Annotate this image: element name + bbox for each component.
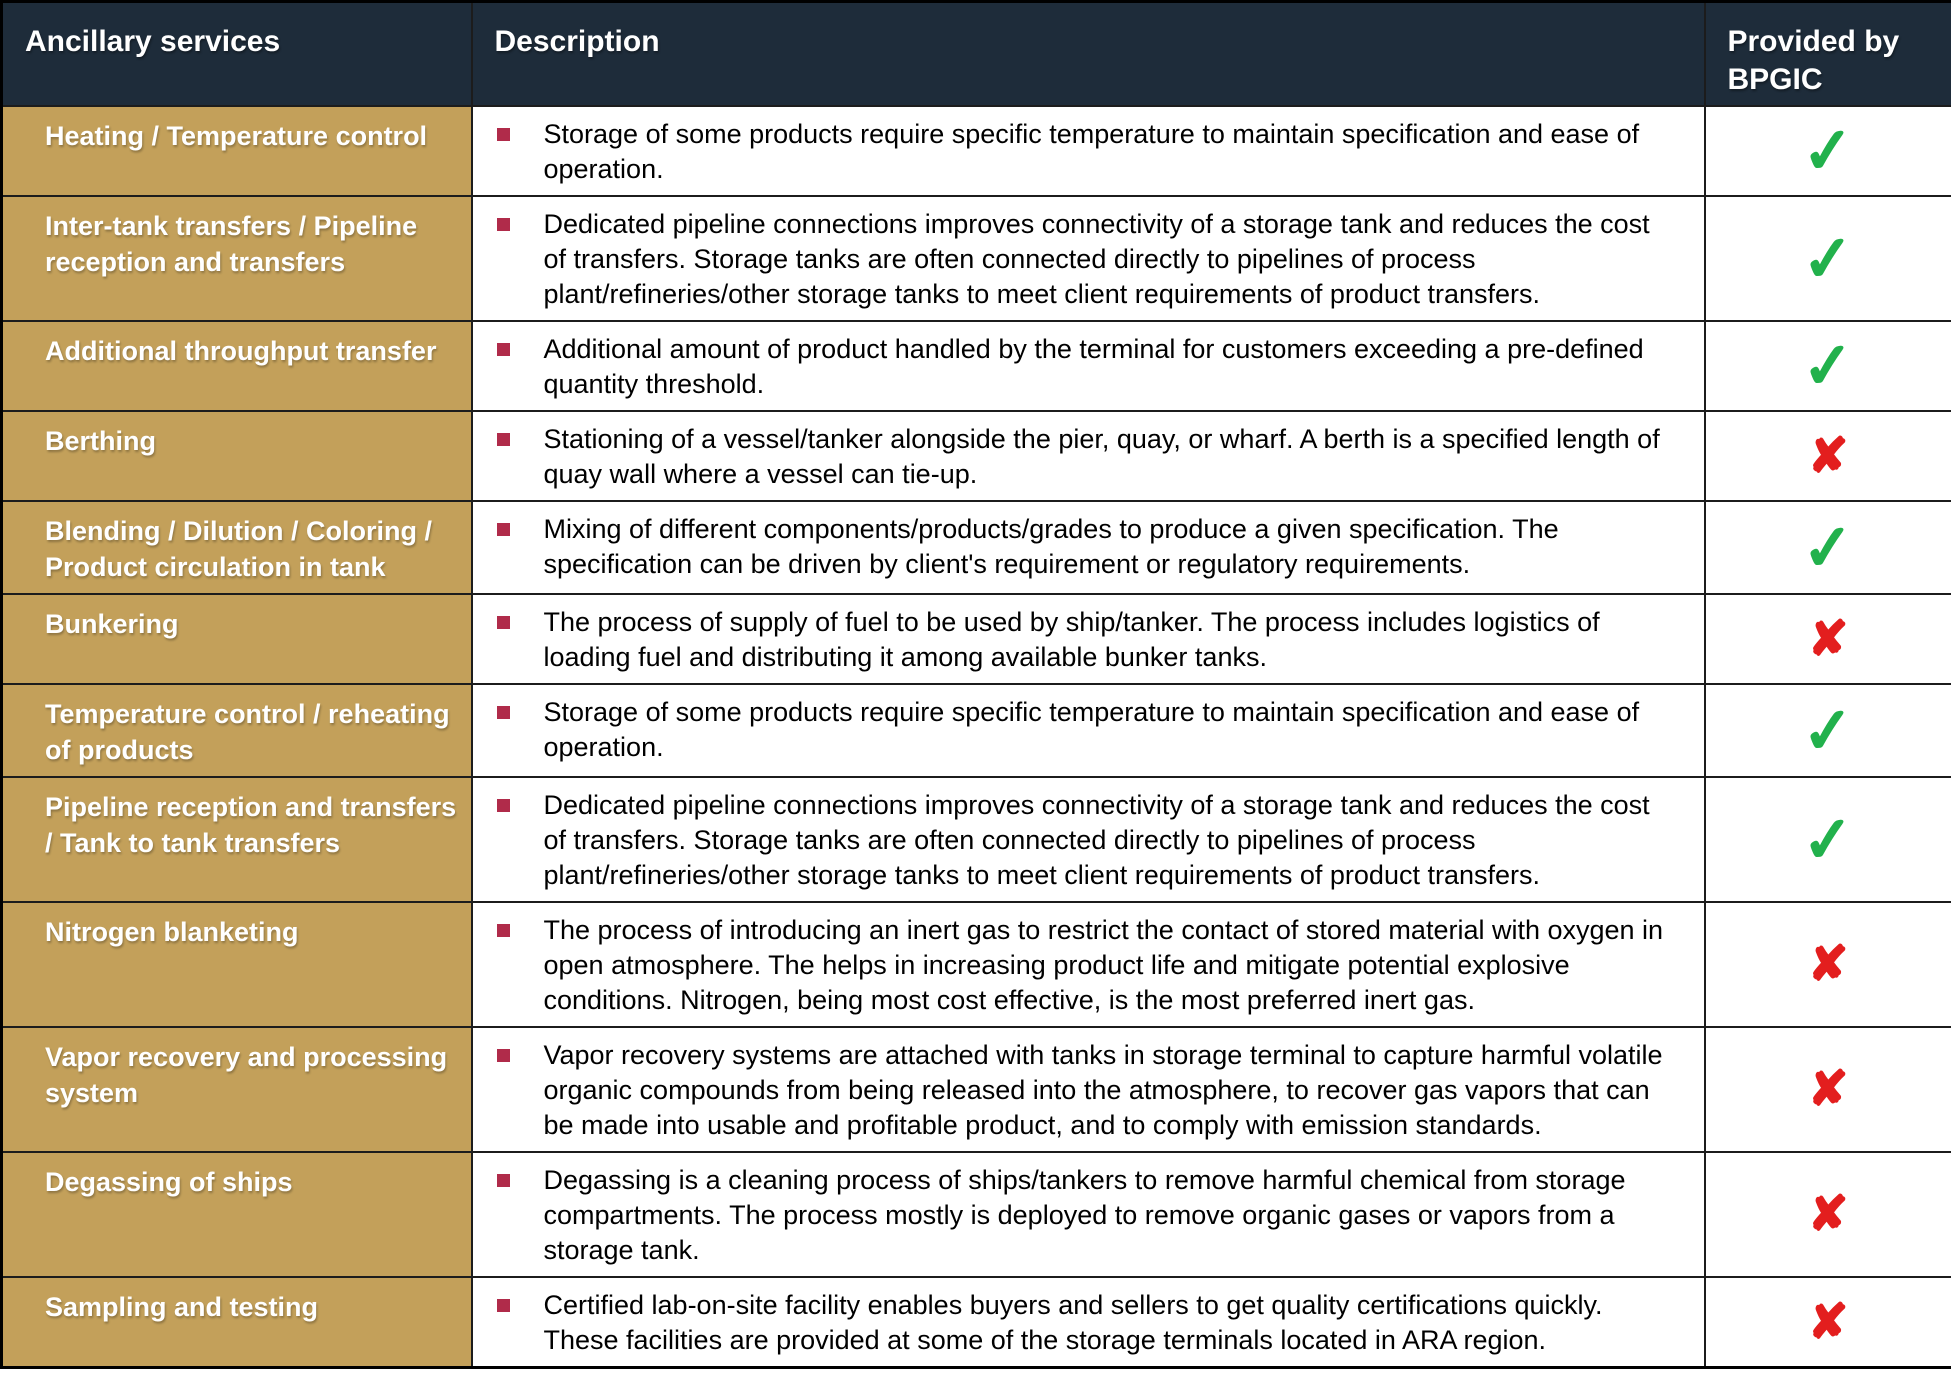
provided-cell bbox=[1705, 411, 1951, 501]
service-name-cell bbox=[2, 1027, 472, 1152]
description-text: Storage of some products require specific temperature to maintain specification and ease of operation. bbox=[543, 118, 1640, 184]
service-name: Degassing of ships bbox=[45, 1166, 293, 1197]
provided-cell bbox=[1705, 1027, 1951, 1152]
service-name-cell bbox=[2, 196, 472, 321]
header-ancillary-services: Ancillary services bbox=[2, 2, 472, 106]
service-name: Vapor recovery and processing system bbox=[45, 1041, 448, 1108]
table-row bbox=[2, 411, 1951, 501]
table-row bbox=[2, 684, 1951, 777]
table-row bbox=[2, 106, 1951, 196]
service-name-cell bbox=[2, 1152, 472, 1277]
service-name: Nitrogen blanketing bbox=[45, 916, 299, 947]
service-name: Berthing bbox=[45, 425, 156, 456]
description-cell bbox=[472, 1277, 1705, 1368]
bullet-square-icon bbox=[497, 1299, 510, 1312]
bullet-square-icon bbox=[497, 924, 510, 937]
description-text: The process of introducing an inert gas to restrict the contact of stored material with oxygen in open atmosphere. The helps in increasing product life and mitigate potential explosive conditions. Nitrogen, being most cost effective, is the most preferred inert gas. bbox=[543, 914, 1664, 1015]
description-item bbox=[497, 1038, 1668, 1143]
provided-cell bbox=[1705, 321, 1951, 411]
service-name-cell bbox=[2, 411, 472, 501]
provided-cell bbox=[1705, 684, 1951, 777]
service-name: Temperature control / reheating of products bbox=[45, 698, 450, 765]
bullet-square-icon bbox=[497, 218, 510, 231]
check-icon: ✓ bbox=[1799, 694, 1857, 768]
check-icon: ✓ bbox=[1799, 115, 1857, 188]
table-row bbox=[2, 321, 1951, 411]
bullet-square-icon bbox=[497, 1174, 510, 1187]
description-item bbox=[497, 913, 1668, 1018]
table-row bbox=[2, 196, 1951, 321]
provided-cell bbox=[1705, 106, 1951, 196]
description-cell bbox=[472, 501, 1705, 594]
service-name: Heating / Temperature control bbox=[45, 120, 428, 151]
description-cell bbox=[472, 684, 1705, 777]
check-icon: ✓ bbox=[1799, 330, 1857, 403]
provided-cell bbox=[1705, 501, 1951, 594]
table-row bbox=[2, 1152, 1951, 1277]
description-cell bbox=[472, 106, 1705, 196]
table-row bbox=[2, 1277, 1951, 1368]
description-cell bbox=[472, 777, 1705, 902]
description-cell bbox=[472, 902, 1705, 1027]
service-name-cell bbox=[2, 1277, 472, 1368]
bullet-square-icon bbox=[497, 1049, 510, 1062]
description-item bbox=[497, 512, 1668, 582]
description-cell bbox=[472, 321, 1705, 411]
provided-cell bbox=[1705, 902, 1951, 1027]
service-name: Additional throughput transfer bbox=[45, 335, 437, 366]
provided-cell bbox=[1705, 196, 1951, 321]
description-item bbox=[497, 605, 1668, 675]
table-row bbox=[2, 1027, 1951, 1152]
description-item bbox=[497, 207, 1668, 312]
check-icon: ✓ bbox=[1799, 803, 1857, 877]
table-row bbox=[2, 594, 1951, 684]
table-body bbox=[2, 106, 1951, 1368]
description-text: The process of supply of fuel to be used by ship/tanker. The process includes logistics of loading fuel and distributing it among available bunker tanks. bbox=[543, 606, 1600, 672]
service-name: Pipeline reception and transfers / Tank to tank transfers bbox=[45, 791, 457, 858]
description-cell bbox=[472, 1152, 1705, 1277]
description-cell bbox=[472, 411, 1705, 501]
description-item bbox=[497, 332, 1668, 402]
provided-cell bbox=[1705, 1277, 1951, 1368]
provided-cell bbox=[1705, 1152, 1951, 1277]
bullet-square-icon bbox=[497, 706, 510, 719]
check-icon: ✓ bbox=[1799, 511, 1857, 585]
description-item bbox=[497, 1163, 1668, 1268]
cross-icon: ✘ bbox=[1808, 1188, 1849, 1241]
header-description: Description bbox=[472, 2, 1705, 106]
description-text: Degassing is a cleaning process of ships/tankers to remove harmful chemical from storage compartments. The process mostly is deployed to remove organic gases or vapors from a storage tank. bbox=[543, 1164, 1626, 1265]
header-row bbox=[2, 2, 1951, 106]
service-name: Bunkering bbox=[45, 608, 179, 639]
description-text: Mixing of different components/products/grades to produce a given specification. The specification can be driven by client's requirement or regulatory requirements. bbox=[543, 513, 1559, 579]
service-name-cell bbox=[2, 684, 472, 777]
service-name-cell bbox=[2, 501, 472, 594]
description-text: Vapor recovery systems are attached with tanks in storage terminal to capture harmful volatile organic compounds from being released into the atmosphere, to recover gas vapors that can be made into usable and profitable product, and to comply with emission standards. bbox=[543, 1039, 1663, 1140]
bullet-square-icon bbox=[497, 616, 510, 629]
description-item bbox=[497, 788, 1668, 893]
service-name-cell bbox=[2, 594, 472, 684]
description-text: Dedicated pipeline connections improves connectivity of a storage tank and reduces the cost of transfers. Storage tanks are often connected directly to pipelines of process plant/refineries/other storage tanks to meet client requirements of product transfers. bbox=[543, 789, 1650, 890]
cross-icon: ✘ bbox=[1808, 612, 1849, 666]
service-name-cell bbox=[2, 321, 472, 411]
bullet-square-icon bbox=[497, 343, 510, 356]
bullet-square-icon bbox=[497, 128, 510, 141]
table-header bbox=[2, 2, 1951, 106]
description-cell bbox=[472, 594, 1705, 684]
service-name-cell bbox=[2, 777, 472, 902]
description-item bbox=[497, 422, 1668, 492]
service-name-cell bbox=[2, 902, 472, 1027]
header-provided-by-bpgic: Provided by BPGIC bbox=[1705, 2, 1951, 106]
bullet-square-icon bbox=[497, 433, 510, 446]
service-name: Inter-tank transfers / Pipeline reception and transfers bbox=[45, 210, 418, 277]
description-text: Additional amount of product handled by the terminal for customers exceeding a pre-defined quantity threshold. bbox=[543, 333, 1644, 399]
description-cell bbox=[472, 196, 1705, 321]
service-name-cell bbox=[2, 106, 472, 196]
cross-icon: ✘ bbox=[1808, 938, 1849, 991]
cross-icon: ✘ bbox=[1808, 429, 1849, 483]
service-name: Sampling and testing bbox=[45, 1291, 319, 1322]
service-name: Blending / Dilution / Coloring / Product circulation in tank bbox=[45, 515, 432, 582]
description-text: Certified lab-on-site facility enables buyers and sellers to get quality certifications quickly. These facilities are provided at some of the storage terminals located in ARA region. bbox=[543, 1289, 1603, 1355]
description-text: Storage of some products require specific temperature to maintain specification and ease of operation. bbox=[543, 696, 1640, 762]
cross-icon: ✘ bbox=[1808, 1295, 1849, 1349]
table-row bbox=[2, 501, 1951, 594]
description-cell bbox=[472, 1027, 1705, 1152]
bullet-square-icon bbox=[497, 799, 510, 812]
check-icon: ✓ bbox=[1799, 222, 1857, 296]
description-item bbox=[497, 1288, 1668, 1358]
provided-cell bbox=[1705, 594, 1951, 684]
table-row bbox=[2, 902, 1951, 1027]
provided-cell bbox=[1705, 777, 1951, 902]
description-item bbox=[497, 117, 1668, 187]
cross-icon: ✘ bbox=[1808, 1063, 1849, 1116]
description-text: Stationing of a vessel/tanker alongside the pier, quay, or wharf. A berth is a specified length of quay wall where a vessel can tie-up. bbox=[543, 423, 1660, 489]
bullet-square-icon bbox=[497, 523, 510, 536]
description-text: Dedicated pipeline connections improves connectivity of a storage tank and reduces the cost of transfers. Storage tanks are often connected directly to pipelines of process plant/refineries/other storage tanks to meet client requirements of product transfers. bbox=[543, 208, 1650, 309]
table-row bbox=[2, 777, 1951, 902]
description-item bbox=[497, 695, 1668, 765]
